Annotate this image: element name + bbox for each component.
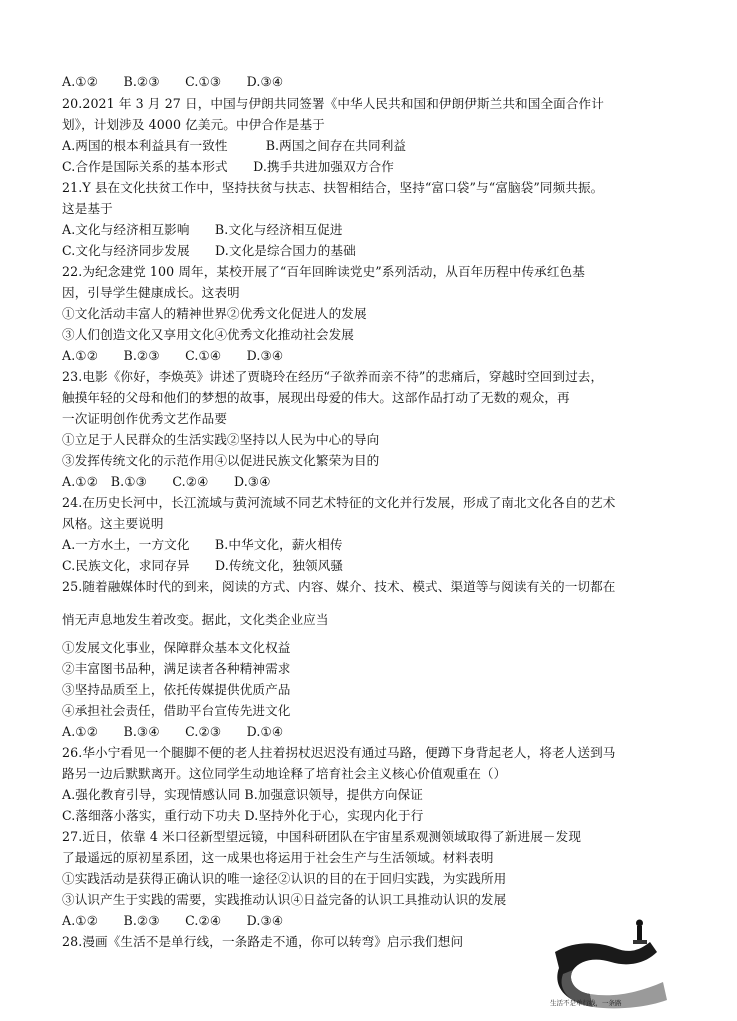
q19-options: A.①② B.②③ C.①③ D.③④ — [62, 74, 284, 89]
q25-choice-1: ①发展文化事业，保障群众基本文化权益 — [62, 640, 291, 655]
q23-choices-34: ③发挥传统文化的示范作用④以促进民族文化繁荣为目的 — [62, 453, 380, 468]
q25-choice-4: ④承担社会责任，借助平台宣传先进文化 — [62, 703, 291, 718]
q22-choices-12: ①文化活动丰富人的精神世界②优秀文化促进人的发展 — [62, 306, 367, 321]
q22-choices-34: ③人们创造文化又享用文化④优秀文化推动社会发展 — [62, 327, 354, 342]
q27-choices-12: ①实践活动是获得正确认识的唯一途径②认识的目的在于回归实践，为实践所用 — [62, 871, 507, 886]
q25-choice-2: ②丰富图书品种，满足读者各种精神需求 — [62, 661, 291, 676]
q25-stem-1: 25.随着融媒体时代的到来，阅读的方式、内容、媒介、技术、模式、渠道等与阅读有关的一切都在 — [62, 579, 616, 594]
q23-options: A.①② B.①③ C.②④ D.③④ — [62, 474, 271, 489]
q23-stem-2: 触摸年轻的父母和他们的梦想的故事，展现出母爱的伟大。这部作品打动了无数的观众，再 — [62, 390, 570, 405]
q27-choices-34: ③认识产生于实践的需要，实践推动认识④日益完备的认识工具推动认识的发展 — [62, 892, 507, 907]
q27-stem-2: 了最遥远的原初星系团，这一成果也将运用于社会生产与生活领域。材料表明 — [62, 850, 494, 865]
q23-stem-1: 23.电影《你好，李焕英》讲述了贾晓玲在经历“子欲养而亲不待”的悲痛后，穿越时空回到过去， — [62, 369, 604, 384]
q20-stem-2: 划》，计划涉及 4000 亿美元。中伊合作是基于 — [62, 117, 325, 132]
q26-stem-2: 路另一边后默默离开。这位同学生动地诠释了培育社会主义核心价值观重在（） — [62, 766, 507, 781]
signpost-icon — [633, 940, 647, 944]
q21-options-ab: A.文化与经济相互影响 B.文化与经济相互促进 — [62, 222, 343, 237]
cartoon-caption: 生活不是单行线，一条路 — [550, 999, 622, 1007]
q24-stem-1: 24.在历史长河中，长江流域与黄河流域不同艺术特征的文化并行发展，形成了南北文化各自的艺术 — [62, 495, 616, 510]
q20-options-cd: C.合作是国际关系的基本形式 D.携手共进加强双方合作 — [62, 159, 394, 174]
q25-options: A.①② B.③④ C.②③ D.①④ — [62, 724, 284, 739]
q22-stem-2: 因，引导学生健康成长。这表明 — [62, 285, 240, 300]
q25-stem-2: 悄无声息地发生着改变。据此，文化类企业应当 — [62, 612, 329, 627]
q24-stem-2: 风格。这主要说明 — [62, 516, 164, 531]
person-figure-icon — [637, 926, 642, 940]
q22-options: A.①② B.②③ C.①④ D.③④ — [62, 348, 284, 363]
q21-options-cd: C.文化与经济同步发展 D.文化是综合国力的基础 — [62, 243, 356, 258]
q24-options-ab: A.一方水土，一方文化 B.中华文化，薪火相传 — [62, 537, 343, 552]
q28-stem: 28.漫画《生活不是单行线，一条路走不通，你可以转弯》启示我们想问 — [62, 934, 464, 949]
q25-choice-3: ③坚持品质至上，依托传媒提供优质产品 — [62, 682, 291, 697]
q26-stem-1: 26.华小宁看见一个腿脚不便的老人拄着拐杖迟迟没有通过马路，便蹲下身背起老人，将老人送到马 — [62, 745, 616, 760]
q20-options-ab: A.两国的根本利益具有一致性 B.两国之间存在共同利益 — [62, 138, 407, 153]
q21-stem-2: 这是基于 — [62, 201, 113, 216]
q21-stem-1: 21.Y 县在文化扶贫工作中，坚持扶贫与扶志、扶智相结合，坚持“富口袋”与“富脑袋”同频共振。 — [62, 180, 604, 195]
q26-options-ab: A.强化教育引导，实现情感认同 B.加强意识领导，提供方向保证 — [62, 787, 423, 802]
q26-options-cd: C.落细落小落实，重行动下功夫 D.坚持外化于心，实现内化于行 — [62, 808, 424, 823]
q27-options: A.①② B.②③ C.②④ D.③④ — [62, 913, 284, 928]
q27-stem-1: 27.近日，依靠 4 米口径新型望远镜，中国科研团队在宇宙星系观测领域取得了新进展－发现 — [62, 829, 582, 844]
q23-choices-12: ①立足于人民群众的生活实践②坚持以人民为中心的导向 — [62, 432, 380, 447]
q23-stem-3: 一次证明创作优秀文艺作品要 — [62, 411, 228, 426]
q22-stem-1: 22.为纪念建党 100 周年，某校开展了“百年回眸读党史”系列活动，从百年历程中传承红色基 — [62, 264, 585, 279]
q24-options-cd: C.民族文化，求同存异 D.传统文化，独领风骚 — [62, 558, 344, 573]
q20-stem-1: 20.2021 年 3 月 27 日，中国与伊朗共同签署《中华人民共和国和伊朗伊斯兰共和国全面合作计 — [62, 96, 604, 111]
person-head-icon — [636, 920, 643, 927]
